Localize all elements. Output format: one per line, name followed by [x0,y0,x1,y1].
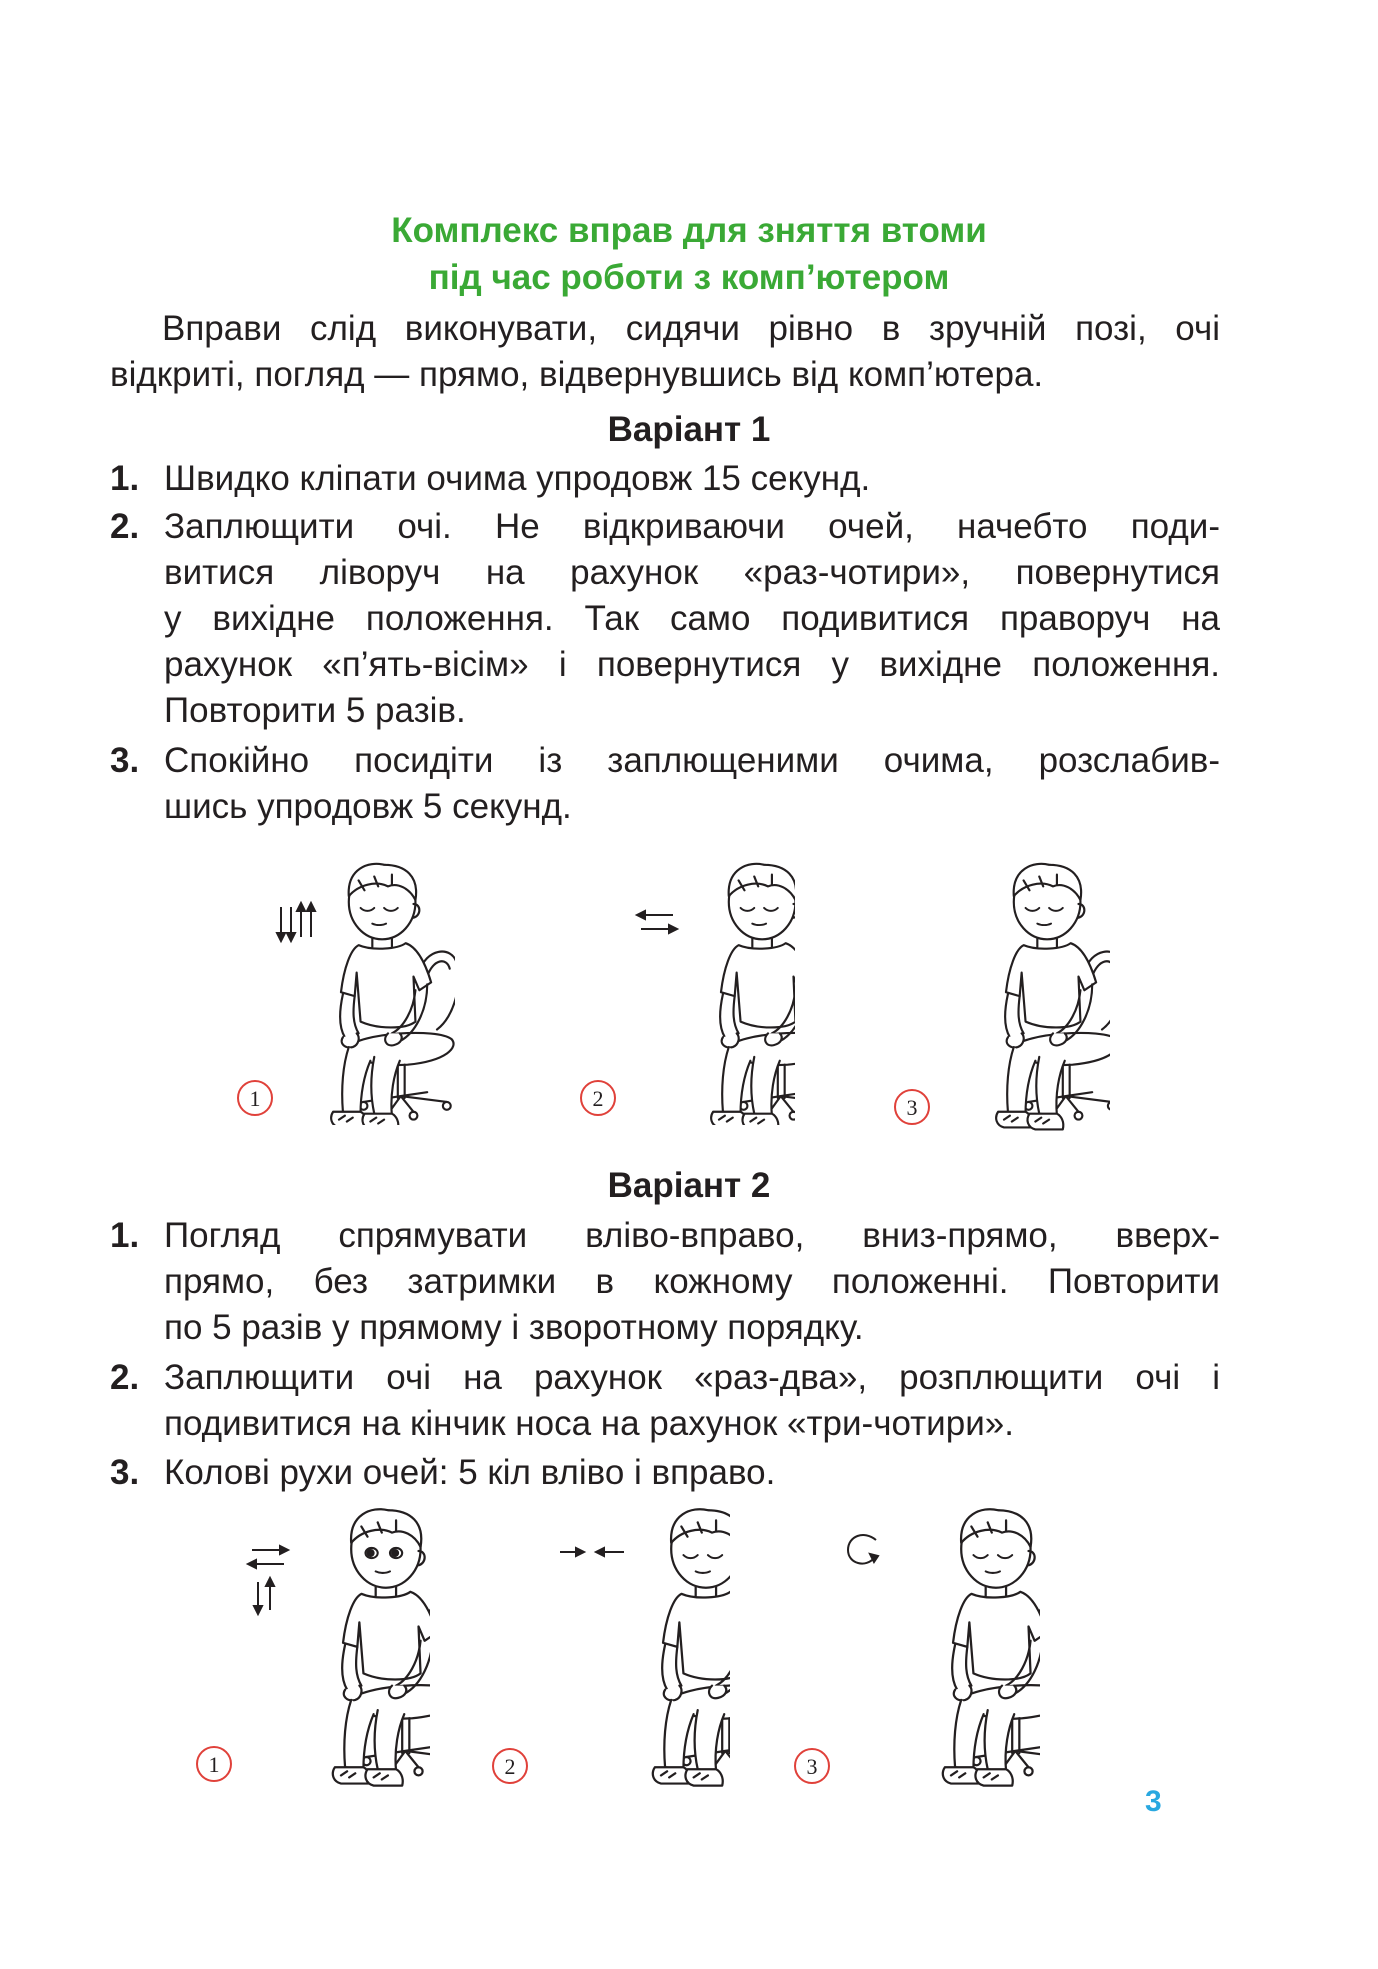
variant-2-figure-3 [780,1500,1040,1790]
figure-number-badge [795,1749,829,1783]
look-at-nose-arrows-icon [560,1548,624,1556]
item-text: Швидко кліпати очима упродовж 15 секунд. [164,459,871,498]
blink-arrows-icon [277,903,315,941]
item-number: 3. [110,1453,140,1492]
look-sideways-arrows-icon [637,911,677,933]
variant-1-figure-1 [225,855,455,1125]
look-directions-arrows-icon [248,1546,288,1614]
item-text: по 5 разів у прямому і зворотному порядку. [164,1308,864,1347]
intro-line-2: відкриті, погляд — прямо, відвернувшись від комп’ютера. [110,355,1044,394]
figure-number-badge [238,1081,272,1115]
item-text: Заплющити очі. Не відкриваючи очей, начебто поди- [164,507,1220,546]
item-text: Погляд спрямувати вліво-вправо, вниз-прямо, вверх- [164,1216,1220,1255]
figure-number: 3 [806,1754,818,1779]
item-text: у вихідне положення. Так само подивитися праворуч на [164,599,1220,638]
variant-1-heading: Варіант 1 [607,410,771,449]
intro-line-1: Вправи слід виконувати, сидячи рівно в зручній позі, очі [162,309,1220,348]
page-title-line-1: Комплекс вправ для зняття втоми [391,211,987,250]
item-text: Спокійно посидіти із заплющеними очима, розслабив- [164,741,1220,780]
boy-on-chair-illustration [996,864,1110,1130]
page-number: 3 [1145,1785,1162,1818]
item-number: 3. [110,741,140,780]
boy-on-chair-illustration [711,864,795,1125]
item-text: подивитися на кінчик носа на рахунок «три-чотири». [164,1404,1014,1443]
boy-on-chair-illustration [653,1509,730,1785]
variant-2-heading: Варіант 2 [607,1166,771,1205]
variant-1-figure-2 [565,855,795,1125]
intro-paragraph [110,306,1220,398]
figure-number-badge [895,1090,929,1124]
variant-2-figure-2 [480,1500,730,1790]
figure-number-badge [581,1081,615,1115]
variant-1-figure-3 [880,855,1110,1135]
item-text: витися ліворуч на рахунок «раз-чотири», повернутися [164,553,1220,592]
boy-on-chair-illustration [333,1509,430,1785]
item-number: 1. [110,459,140,498]
item-text: рахунок «п’ять-вісім» і повернутися у вихідне положення. [164,645,1220,684]
circular-arrow-icon [848,1535,878,1564]
variant-2-figure-1 [190,1500,430,1790]
item-number: 2. [110,507,140,546]
boy-on-chair-illustration [943,1509,1040,1785]
item-text: прямо, без затримки в кожному положенні. Повторити [164,1262,1220,1301]
page-title-line-2: під час роботи з комп’ютером [428,258,950,297]
item-number: 2. [110,1358,140,1397]
boy-on-chair-illustration [331,864,455,1125]
figure-number: 3 [906,1095,918,1120]
item-text: Заплющити очі на рахунок «раз-два», розплющити очі і [164,1358,1220,1397]
item-text: шись упродовж 5 секунд. [164,787,572,826]
figure-number: 2 [592,1086,604,1111]
figure-number-badge [493,1749,527,1783]
figure-number: 1 [249,1086,261,1111]
figure-number: 1 [208,1752,220,1777]
item-number: 1. [110,1216,140,1255]
figure-number: 2 [504,1754,516,1779]
item-text: Колові рухи очей: 5 кіл вліво і вправо. [164,1453,776,1492]
figure-number-badge [197,1747,231,1781]
item-text: Повторити 5 разів. [164,691,466,730]
